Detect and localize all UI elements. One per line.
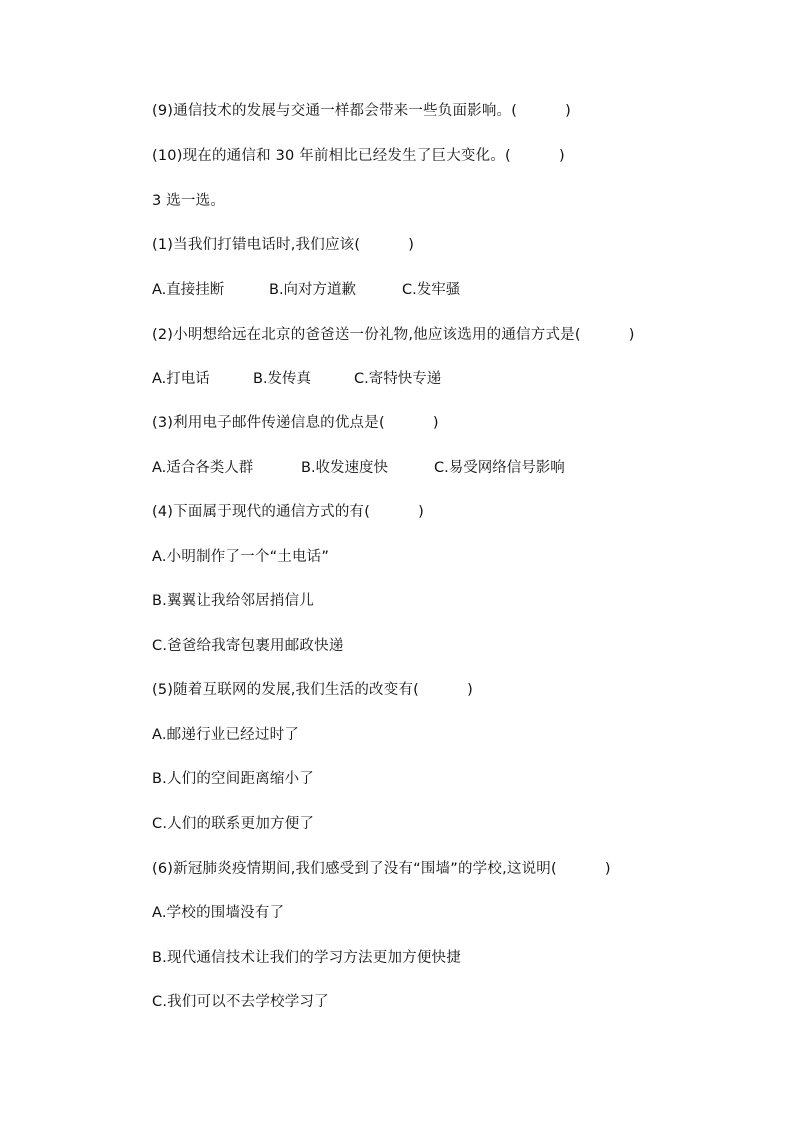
question-10: (10)现在的通信和 30 年前相比已经发生了巨大变化。( ) bbox=[152, 148, 565, 164]
option-c: C.发牢骚 bbox=[402, 282, 461, 298]
option-c: C.寄特快专递 bbox=[354, 371, 442, 387]
mc-question-5-option-a: A.邮递行业已经过时了 bbox=[152, 727, 299, 743]
mc-question-4: (4)下面属于现代的通信方式的有( ) bbox=[152, 504, 425, 520]
option-b: B.向对方道歉 bbox=[269, 282, 357, 298]
mc-question-1-options bbox=[152, 280, 652, 300]
question-9: (9)通信技术的发展与交通一样都会带来一些负面影响。( ) bbox=[152, 103, 572, 119]
mc-question-2: (2)小明想给远在北京的爸爸送一份礼物,他应该选用的通信方式是( ) bbox=[152, 327, 635, 343]
mc-question-6-option-a: A.学校的围墙没有了 bbox=[152, 905, 285, 921]
mc-question-3-options bbox=[152, 458, 652, 478]
option-a: A.适合各类人群 bbox=[152, 460, 254, 476]
section-3-title: 3 选一选。 bbox=[152, 193, 226, 209]
option-b: B.发传真 bbox=[253, 371, 312, 387]
mc-question-6: (6)新冠肺炎疫情期间,我们感受到了没有“围墙”的学校,这说明( ) bbox=[152, 861, 611, 877]
mc-question-5-option-b: B.人们的空间距离缩小了 bbox=[152, 771, 314, 787]
mc-question-1: (1)当我们打错电话时,我们应该( ) bbox=[152, 237, 415, 253]
option-a: A.直接挂断 bbox=[152, 282, 225, 298]
mc-question-4-option-b: B.翼翼让我给邻居捎信儿 bbox=[152, 593, 314, 609]
mc-question-5-option-c: C.人们的联系更加方便了 bbox=[152, 816, 315, 832]
mc-question-5: (5)随着互联网的发展,我们生活的改变有( ) bbox=[152, 682, 473, 698]
mc-question-2-options bbox=[152, 369, 652, 389]
mc-question-6-option-c: C.我们可以不去学校学习了 bbox=[152, 994, 329, 1010]
mc-question-3: (3)利用电子邮件传递信息的优点是( ) bbox=[152, 415, 439, 431]
mc-question-6-option-b: B.现代通信技术让我们的学习方法更加方便快捷 bbox=[152, 950, 461, 966]
mc-question-4-option-c: C.爸爸给我寄包裹用邮政快递 bbox=[152, 638, 344, 654]
option-b: B.收发速度快 bbox=[301, 460, 389, 476]
mc-question-4-option-a: A.小明制作了一个“土电话” bbox=[152, 549, 330, 565]
option-a: A.打电话 bbox=[152, 371, 210, 387]
option-c: C.易受网络信号影响 bbox=[434, 460, 565, 476]
